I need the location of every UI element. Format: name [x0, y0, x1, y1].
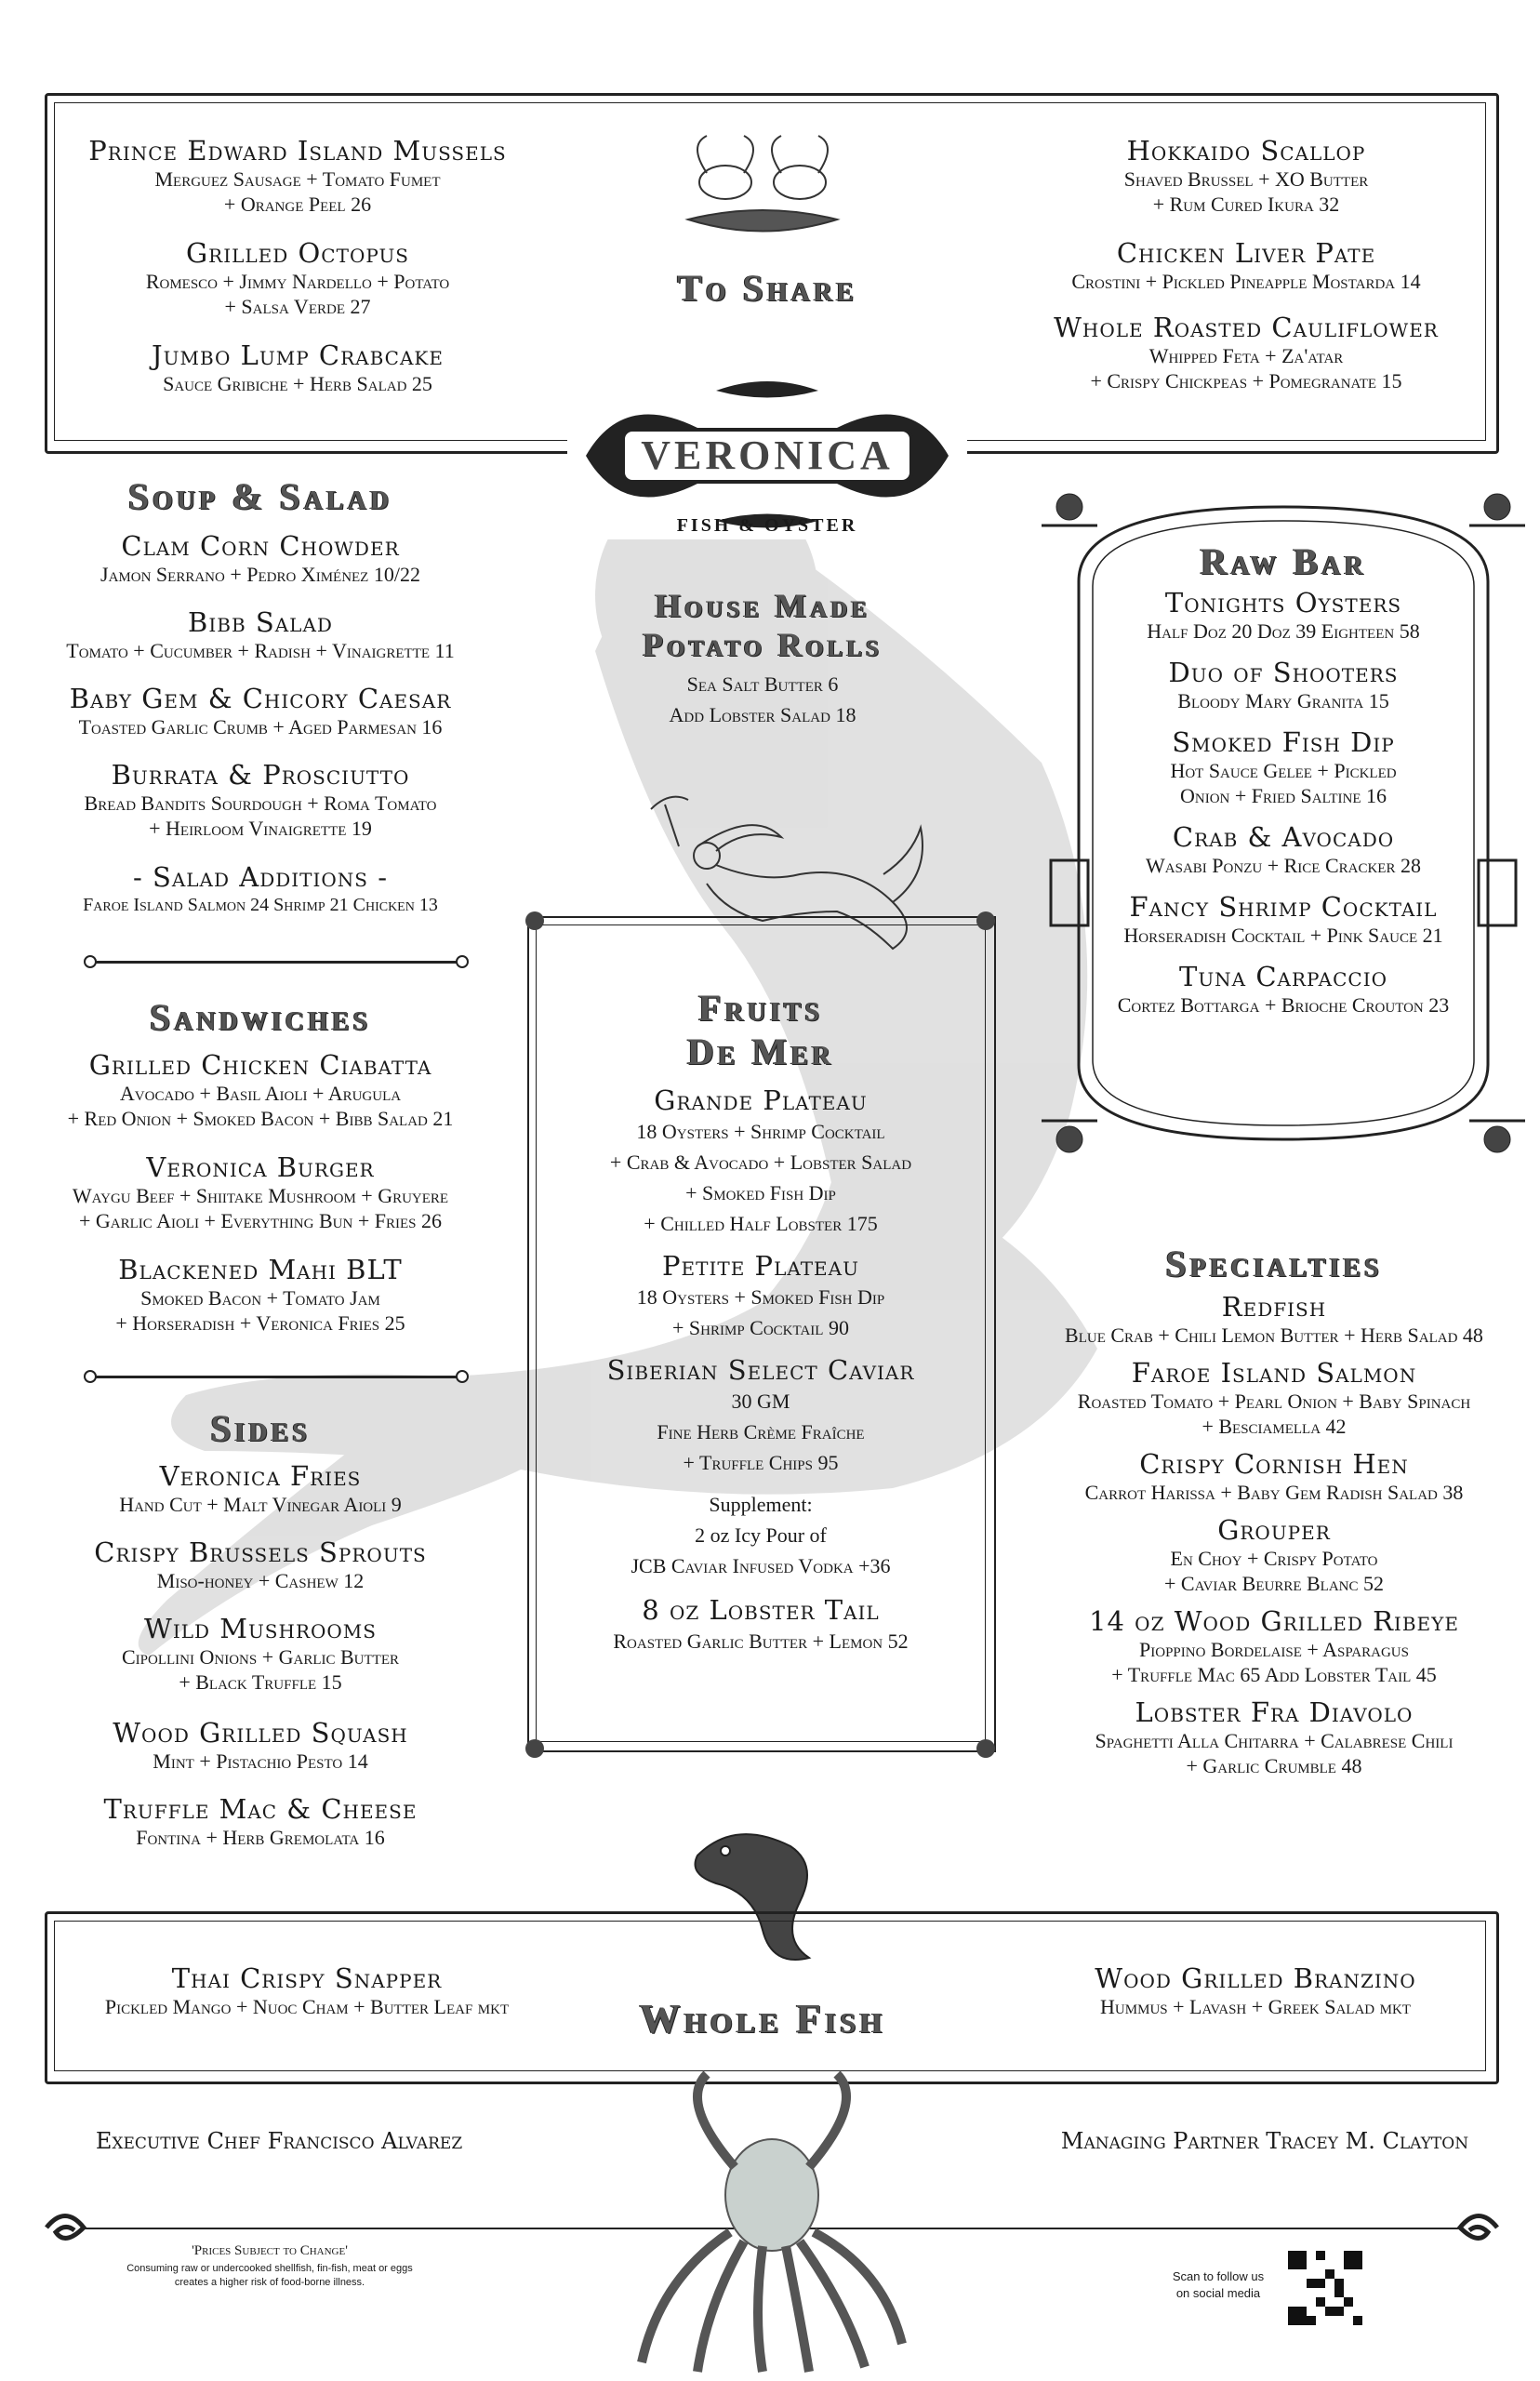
item-name: Truffle Mac & Cheese: [103, 1793, 418, 1825]
divider-dot: [456, 1370, 469, 1383]
item-desc: + Caviar Beurre Blanc 52: [1164, 1572, 1384, 1595]
item-name: Veronica Fries: [159, 1460, 362, 1492]
item-name: Siberian Select Caviar: [606, 1354, 915, 1386]
item-desc: Roasted Garlic Butter + Lemon 52: [613, 1629, 909, 1653]
sandwich-item: [37, 1151, 484, 1233]
soup-salad-item: [37, 683, 484, 739]
to-share-left-item: [65, 339, 530, 396]
item-desc: 18 Oysters + Smoked Fish Dip: [636, 1285, 885, 1309]
item-desc: Jamon Serrano + Pedro Ximénez 10/22: [100, 563, 420, 586]
divider-dot: [456, 955, 469, 968]
item-desc: Merguez Sausage + Tomato Fumet: [154, 167, 441, 191]
item-desc: Mint + Pistachio Pesto 14: [153, 1749, 368, 1773]
scan-text: Scan to follow us: [1172, 2269, 1265, 2283]
raw-bar-title: Raw Bar: [1200, 540, 1367, 582]
item-name: Faroe Island Salmon: [1131, 1357, 1417, 1389]
whole-fish-title: Whole Fish: [577, 1995, 949, 2042]
octopus-illustration-icon: [623, 2065, 921, 2376]
item-desc: Tomato + Cucumber + Radish + Vinaigrette 11: [66, 639, 455, 662]
sandwich-item: [37, 1049, 484, 1131]
to-share-left-item: [65, 237, 530, 319]
item-name: Wild Mushrooms: [144, 1613, 377, 1644]
item-name: Bibb Salad: [188, 606, 333, 638]
corner-flourish-icon: [967, 1730, 1004, 1767]
item-name: Prince Edward Island Mussels: [88, 135, 507, 166]
corner-flourish-icon: [516, 1730, 553, 1767]
item-desc: Roasted Tomato + Pearl Onion + Baby Spinach: [1077, 1390, 1471, 1413]
item-desc: + Garlic Aioli + Everything Bun + Fries 26: [79, 1209, 442, 1232]
whole-fish-right-item: [1032, 1962, 1479, 2019]
item-desc: + Heirloom Vinaigrette 19: [149, 817, 372, 840]
item-name: Redfish: [1221, 1291, 1327, 1323]
item-desc: Half Doz 20 Doz 39 Eighteen 58: [1147, 619, 1420, 643]
sandwiches-title: Sandwiches: [149, 996, 372, 1038]
item-name: 8 oz Lobster Tail: [642, 1594, 880, 1626]
section-divider: [93, 1376, 460, 1378]
supplement-text: JCB Caviar Infused Vodka +36: [631, 1554, 891, 1577]
item-name: Tuna Carpaccio: [1178, 961, 1388, 992]
item-desc: + Black Truffle 15: [179, 1670, 342, 1694]
item-desc: Crostini + Pickled Pineapple Mostarda 14: [1071, 270, 1421, 293]
item-desc: 30 GM: [731, 1390, 790, 1413]
crab-illustration-icon: [670, 126, 856, 247]
item-name: Grilled Chicken Ciabatta: [88, 1049, 432, 1081]
item-desc: Blue Crab + Chili Lemon Butter + Herb Salad 48: [1065, 1324, 1483, 1347]
item-name: Petite Plateau: [662, 1250, 859, 1282]
item-desc: Bread Bandits Sourdough + Roma Tomato: [84, 791, 437, 815]
item-desc: Horseradish Cocktail + Pink Sauce 21: [1123, 924, 1443, 947]
item-desc: Bloody Mary Granita 15: [1177, 689, 1389, 712]
item-name: Crispy Cornish Hen: [1139, 1448, 1409, 1480]
item-name: Thai Crispy Snapper: [171, 1962, 443, 1994]
item-desc: Fontina + Herb Gremolata 16: [136, 1826, 385, 1849]
corner-flourish-icon: [967, 902, 1004, 939]
social-media-qr-code[interactable]: [1288, 2251, 1362, 2325]
item-desc: Sauce Gribiche + Herb Salad 25: [163, 372, 432, 395]
item-desc: + Chilled Half Lobster 175: [644, 1212, 878, 1235]
side-item: [37, 1460, 484, 1517]
item-desc: + Besciamella 42: [1201, 1415, 1347, 1438]
side-item: [37, 1717, 484, 1774]
item-name: - Salad Additions -: [132, 861, 389, 893]
item-name: Grouper: [1217, 1514, 1331, 1546]
item-desc: Hand Cut + Malt Vinegar Aioli 9: [119, 1493, 402, 1516]
item-desc: + Truffle Mac 65 Add Lobster Tail 45: [1111, 1663, 1437, 1686]
item-name: Fancy Shrimp Cocktail: [1129, 891, 1438, 923]
item-name: Duo of Shooters: [1168, 657, 1399, 688]
item-name: Grande Plateau: [654, 1084, 868, 1116]
item-desc: + Smoked Fish Dip: [685, 1181, 836, 1204]
fruits-title-line2: De Mer: [686, 1031, 835, 1072]
potato-rolls-title-line1: House Made: [655, 587, 870, 624]
side-item: [37, 1613, 484, 1695]
item-name: Crab & Avocado: [1172, 821, 1395, 853]
item-desc: Onion + Fried Saltine 16: [1179, 784, 1387, 807]
item-name: Baby Gem & Chicory Caesar: [69, 683, 452, 714]
item-name: Lobster Fra Diavolo: [1135, 1696, 1414, 1728]
managing-partner-credit: Managing Partner Tracey M. Clayton: [1060, 2128, 1469, 2154]
item-name: Tonights Oysters: [1164, 587, 1402, 619]
item-desc: Smoked Bacon + Tomato Jam: [140, 1286, 380, 1310]
item-desc: En Choy + Crispy Potato: [1170, 1547, 1378, 1570]
side-item: [37, 1536, 484, 1593]
item-name: Smoked Fish Dip: [1172, 726, 1395, 758]
to-share-title: To Share: [677, 267, 857, 309]
item-name: Chicken Liver Pate: [1116, 237, 1376, 269]
potato-rolls-title-line2: Potato Rolls: [643, 626, 883, 663]
item-name: Jumbo Lump Crabcake: [152, 339, 444, 371]
side-item: [37, 1793, 484, 1850]
item-name: Hokkaido Scallop: [1126, 135, 1366, 166]
item-name: Blackened Mahi BLT: [118, 1254, 403, 1285]
item-desc: + Crab & Avocado + Lobster Salad: [609, 1151, 912, 1174]
specialties-title: Specialties: [1165, 1243, 1383, 1284]
item-desc: + Rum Cured Ikura 32: [1152, 193, 1340, 216]
item-desc: Whipped Feta + Za'atar: [1148, 344, 1344, 367]
salad-additions: [37, 861, 484, 918]
item-name: Whole Roasted Cauliflower: [1054, 312, 1439, 343]
potato-rolls-section: [595, 586, 930, 727]
item-desc: Fine Herb Crème Fraîche: [657, 1420, 865, 1443]
item-desc: + Salsa Verde 27: [224, 295, 371, 318]
to-share-right-item: [1023, 135, 1469, 217]
prices-notice: 'Prices Subject to Change': [192, 2243, 348, 2258]
supplement-text: Supplement:: [709, 1493, 813, 1516]
item-desc: + Horseradish + Veronica Fries 25: [115, 1311, 405, 1335]
item-desc: Carrot Harissa + Baby Gem Radish Salad 38: [1084, 1481, 1464, 1504]
item-desc: Pioppino Bordelaise + Asparagus: [1139, 1638, 1409, 1661]
divider-dot: [84, 955, 97, 968]
section-divider: [93, 961, 460, 964]
to-share-left-item: [65, 135, 530, 217]
specialties-section: [1042, 1242, 1507, 1778]
item-name: Wood Grilled Squash: [113, 1717, 408, 1749]
item-desc: Shaved Brussel + XO Butter: [1123, 167, 1369, 191]
item-desc: + Crispy Chickpeas + Pomegranate 15: [1090, 369, 1402, 392]
scan-text: on social media: [1175, 2286, 1261, 2300]
soup-salad-item: [37, 759, 484, 841]
item-name: 14 oz Wood Grilled Ribeye: [1089, 1605, 1459, 1637]
potato-rolls-desc: Sea Salt Butter 6: [686, 672, 839, 696]
supplement-text: 2 oz Icy Pour of: [695, 1523, 827, 1547]
item-name: Veronica Burger: [146, 1151, 375, 1183]
logo-subtitle: FISH & OYSTER: [676, 515, 858, 536]
item-desc: Pickled Mango + Nuoc Cham + Butter Leaf mkt: [104, 1995, 510, 2018]
item-name: Grilled Octopus: [185, 237, 410, 269]
executive-chef-credit: Executive Chef Francisco Alvarez: [95, 2128, 463, 2154]
sandwich-item: [37, 1254, 484, 1336]
item-desc: Spaghetti Alla Chitarra + Calabrese Chili: [1095, 1729, 1454, 1752]
item-desc: Faroe Island Salmon 24 Shrimp 21 Chicken 13: [83, 895, 438, 915]
whole-fish-left-item: [74, 1962, 539, 2019]
item-desc: Toasted Garlic Crumb + Aged Parmesan 16: [78, 715, 443, 738]
item-desc: Miso-honey + Cashew 12: [156, 1569, 365, 1592]
potato-rolls-desc: Add Lobster Salad 18: [669, 703, 856, 726]
food-safety-warning: creates a higher risk of food-borne illness.: [174, 2277, 365, 2288]
soup-salad-title: Soup & Salad: [127, 475, 393, 517]
item-desc: Hot Sauce Gelee + Pickled: [1170, 759, 1397, 782]
raw-bar-section: [1088, 539, 1479, 1018]
corner-flourish-icon: [516, 902, 553, 939]
item-desc: Waygu Beef + Shiitake Mushroom + Gruyere: [72, 1184, 449, 1207]
soup-salad-item: [37, 530, 484, 587]
item-desc: Hummus + Lavash + Greek Salad mkt: [1100, 1995, 1411, 2018]
food-safety-warning: Consuming raw or undercooked shellfish, fin-fish, meat or eggs: [126, 2263, 413, 2274]
item-desc: Wasabi Ponzu + Rice Cracker 28: [1146, 854, 1421, 877]
item-desc: Romesco + Jimmy Nardello + Potato: [145, 270, 450, 293]
item-name: Burrata & Prosciutto: [111, 759, 410, 791]
divider-dot: [84, 1370, 97, 1383]
item-desc: Cortez Bottarga + Brioche Crouton 23: [1117, 993, 1450, 1017]
to-share-right-item: [1023, 237, 1469, 294]
logo-name: VERONICA: [641, 432, 894, 478]
item-desc: Avocado + Basil Aioli + Arugula: [119, 1082, 402, 1105]
item-desc: + Truffle Chips 95: [683, 1451, 839, 1474]
item-name: Wood Grilled Branzino: [1095, 1962, 1416, 1994]
item-desc: 18 Oysters + Shrimp Cocktail: [636, 1120, 885, 1143]
fruits-title-line1: Fruits: [697, 987, 824, 1029]
scroll-ornament-icon: [1414, 2204, 1507, 2251]
veronica-logo: [567, 372, 967, 539]
sides-title: Sides: [210, 1407, 311, 1449]
item-name: Clam Corn Chowder: [121, 530, 400, 562]
item-desc: + Red Onion + Smoked Bacon + Bibb Salad 21: [67, 1107, 454, 1130]
item-desc: + Garlic Crumble 48: [1186, 1754, 1362, 1777]
to-share-right-item: [1023, 312, 1469, 393]
item-name: Crispy Brussels Sprouts: [94, 1536, 427, 1568]
soup-salad-item: [37, 606, 484, 663]
item-desc: + Shrimp Cocktail 90: [672, 1316, 849, 1339]
item-desc: Cipollini Onions + Garlic Butter: [121, 1645, 399, 1669]
item-desc: + Orange Peel 26: [223, 193, 372, 216]
fruits-de-mer-section: [539, 986, 982, 1656]
